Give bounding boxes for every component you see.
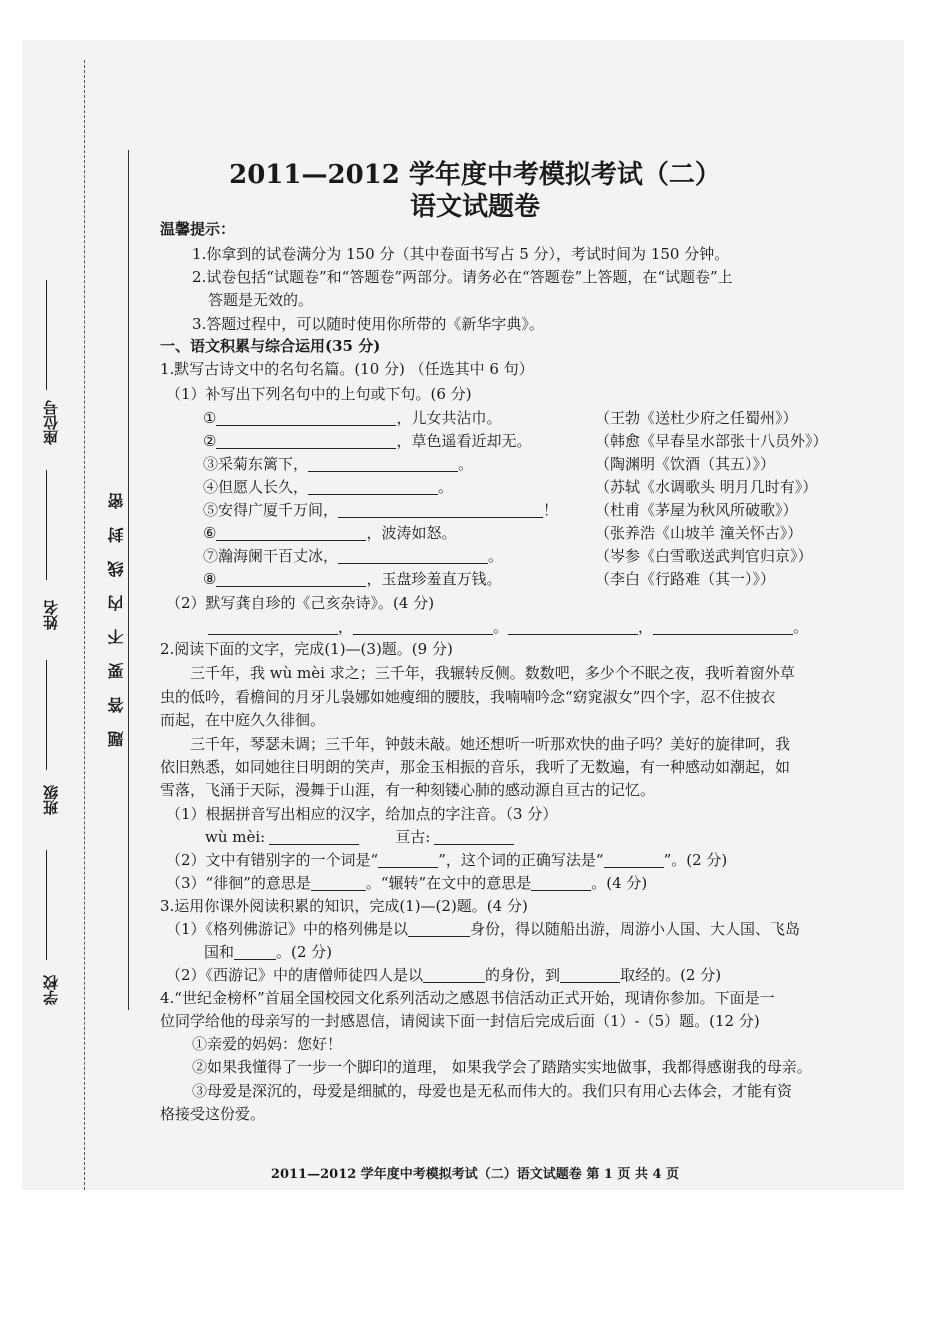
- question-1-part-2: （2）默写龚自珍的《己亥杂诗》。(4 分): [166, 594, 435, 612]
- poem-line: ⑧ ，玉盘珍羞直万钱。: [203, 570, 502, 588]
- question-3-part-1: （1）《格列佛游记》中的格列佛是以 身份，得以随船出游，周游小人国、大人国、飞岛: [166, 920, 801, 938]
- passage-line: 依旧熟悉，如同她往日明朗的笑声，那金玉相振的音乐，我听了无数遍，有一种感动如潮起，如: [160, 758, 791, 776]
- passage-line: 三千年，琴瑟未调；三千年，钟鼓未敲。她还想听一听那欢快的曲子吗？美好的旋律呵，我: [190, 735, 791, 753]
- tip-item: 答题是无效的。: [208, 291, 314, 309]
- question-2-part-3: （3）“徘徊”的意思是 。“辗转”在文中的意思是 。(4 分): [166, 874, 648, 892]
- tip-item: 3.答题过程中，可以随时使用你所带的《新华字典》。: [192, 315, 544, 333]
- question-2: 2.阅读下面的文字，完成(1)—(3)题。(9 分): [160, 640, 453, 658]
- gen-label: 亘古:: [395, 828, 431, 846]
- section-heading: 一、语文积累与综合运用(35 分): [160, 337, 381, 355]
- question-3-part-1-cont: 国和 。(2 分): [204, 943, 333, 961]
- poem-source: （韩愈《早春呈水部张十八员外》）: [595, 432, 828, 450]
- passage-line: 三千年，我 wù mèi 求之；三千年，我辗转反侧。数数吧，多少个不眠之夜，我听着窗外草: [190, 664, 795, 682]
- warning-char: 题: [107, 713, 126, 747]
- class-blank: [46, 660, 47, 770]
- passage-line: 而起，在中庭久久徘徊。: [160, 711, 326, 729]
- poem-source: （张养浩《山坡羊 潼关怀古》）: [595, 524, 803, 542]
- poem-line: ① ，儿女共沾巾。: [203, 409, 502, 427]
- poem-source: （杜甫《茅屋为秋风所破歌》）: [595, 501, 798, 519]
- warning-char: 要: [107, 645, 126, 679]
- poem-line: ② ，草色遥看近却无。: [203, 432, 532, 450]
- poem-source: （陶渊明《饮酒（其五）》）: [595, 455, 776, 473]
- poem-blanks: ， 。 ， 。: [208, 620, 808, 635]
- question-4-cont: 位同学给他的母亲写的一封感恩信，请阅读下面一封信后完成后面（1）-（5）题。(12 分): [160, 1012, 760, 1030]
- question-1-part-1: （1）补写出下列名句中的上句或下句。(6 分): [166, 385, 472, 403]
- warning-char: 不: [107, 611, 126, 645]
- seat-label: 座位号: [42, 400, 60, 445]
- poem-line: ⑥ ，波涛如怒。: [203, 524, 457, 542]
- name-blank: [46, 470, 47, 580]
- letter-line: ③母爱是深沉的，母爱是细腻的，母爱也是无私而伟大的。我们只有用心去体会，才能有资: [192, 1082, 793, 1100]
- letter-line: 格接受这份爱。: [160, 1105, 266, 1123]
- pinyin-label: wù mèi:: [205, 828, 266, 846]
- page-footer: 2011—2012 学年度中考模拟考试（二）语文试题卷 第 1 页 共 4 页: [270, 1167, 680, 1182]
- question-1: 1.默写古诗文中的名句名篇。(10 分) （任选其中 6 句）: [160, 360, 534, 378]
- letter-line: ②如果我懂得了一步一个脚印的道理， 如果我学会了踏踏实实地做事，我都得感谢我的母亲。: [192, 1058, 812, 1076]
- page-subtitle: 语文试题卷: [409, 192, 540, 222]
- page-title: 2011—2012 学年度中考模拟考试（二）: [229, 160, 721, 190]
- poem-source: （李白《行路难（其一）》）: [595, 570, 776, 588]
- passage-line: 雪落，飞涌于天际，漫舞于山涯，有一种刻镂心肺的感动源自亘古的记忆。: [160, 781, 656, 799]
- passage-line: 虫的低吟，看檐间的月牙儿袅娜如她瘦细的腰肢，我喃喃吟念“窈窕淑女”四个字，忍不住披衣: [160, 688, 776, 706]
- poem-line: ⑤安得广厦千万间， ！: [203, 501, 559, 519]
- pinyin-answer-row: [205, 830, 514, 845]
- class-label: 班级: [42, 785, 60, 815]
- poem-line: ⑦瀚海阑干百丈冰， 。: [203, 547, 504, 565]
- binding-line: [128, 150, 129, 1010]
- poem-line: ④但愿人长久， 。: [203, 478, 454, 496]
- school-label: 学校: [42, 975, 60, 1005]
- warning-char: 密: [107, 475, 126, 509]
- warning-char: 内: [107, 577, 126, 611]
- warning-char: 封: [107, 509, 126, 543]
- poem-source: （岑参《白雪歌送武判官归京》）: [595, 547, 813, 565]
- fold-line: [84, 60, 85, 1190]
- question-3: 3.运用你课外阅读积累的知识，完成(1)—(2)题。(4 分): [160, 897, 528, 915]
- warning-char: 答: [107, 679, 126, 713]
- binding-warning: [105, 475, 128, 747]
- poem-source: （王勃《送杜少府之任蜀州》）: [595, 409, 798, 427]
- poem-line: ③采菊东篱下， 。: [203, 455, 474, 473]
- question-2-part-2: （2）文中有错别字的一个词是“ ”，这个词的正确写法是“ ”。(2 分): [166, 851, 728, 869]
- school-blank: [46, 850, 47, 960]
- letter-line: ①亲爱的妈妈：您好！: [192, 1035, 343, 1053]
- tips-heading: 温馨提示：: [160, 220, 236, 238]
- seat-blank: [46, 280, 47, 390]
- tip-item: 1.你拿到的试卷满分为 150 分（其中卷面书写占 5 分），考试时间为 150 分钟。: [192, 245, 730, 263]
- name-label: 姓名: [42, 600, 60, 630]
- warning-char: 线: [107, 543, 126, 577]
- poem-source: （苏轼《水调歌头 明月几时有》）: [595, 478, 818, 496]
- question-3-part-2: （2）《西游记》中的唐僧师徒四人是以 的身份，到 取经的。(2 分): [166, 966, 722, 984]
- question-2-part-1: （1）根据拼音写出相应的汉字，给加点的字注音。（3 分）: [166, 805, 558, 823]
- tip-item: 2.试卷包括“试题卷”和“答题卷”两部分。请务必在“答题卷”上答题，在“试题卷”上: [192, 268, 733, 286]
- question-4: 4.“世纪金榜杯”首届全国校园文化系列活动之感恩书信活动正式开始，现请你参加。下面是一: [160, 989, 775, 1007]
